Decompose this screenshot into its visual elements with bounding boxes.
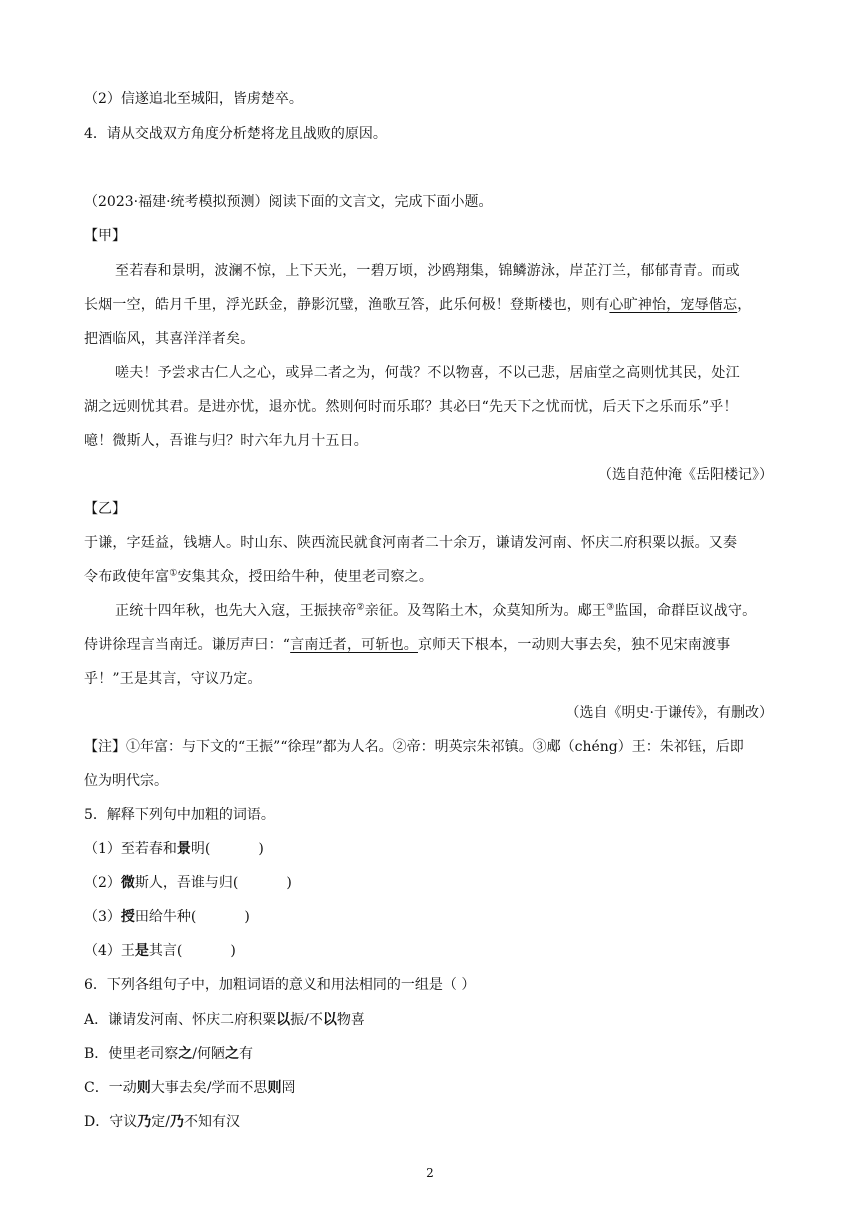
footnote-marker: ③: [606, 602, 615, 613]
footnote-marker: ①: [169, 568, 178, 579]
option-b[interactable]: [84, 1044, 253, 1064]
text-span: 物喜: [336, 1012, 365, 1028]
text-span: 其言(: [148, 943, 183, 959]
subquestion-2: （2）信遂追北至城阳，皆虏楚卒。: [84, 91, 303, 107]
source-citation: （选自范仲淹《岳阳楼记》）: [598, 467, 773, 483]
text-span: 斯人，吾谁与归(: [134, 875, 239, 891]
bold-word: 以: [322, 1012, 337, 1028]
text-span: 大事去矣/学而不思: [150, 1080, 268, 1096]
question-4: 4．请从交战双方角度分析楚将龙且战败的原因。: [84, 126, 387, 142]
section-yi-label: 【乙】: [84, 501, 126, 517]
option-c[interactable]: [84, 1078, 295, 1098]
passage-jia-line: [84, 295, 751, 315]
question-5: 5．解释下列句中加粗的词语。: [84, 807, 275, 823]
footnotes-cont: 位为明代宗。: [84, 773, 168, 789]
passage-yi-line: 乎！”王是其言，守议乃定。: [84, 671, 262, 687]
text-span: 监国，命群臣议战守。: [614, 603, 757, 619]
text-span: 有: [239, 1046, 254, 1062]
text-span: 侍讲徐珵言当南迁。谦厉声曰：“: [84, 637, 291, 653]
text-span: （4）王: [84, 943, 135, 959]
bold-word: 之: [225, 1046, 240, 1062]
passage-jia-line: 把酒临风，其喜洋洋者矣。: [84, 331, 255, 347]
bold-word: 微: [120, 875, 135, 891]
text-span: 安集其众，授田给牛种，使里老司察之。: [177, 569, 434, 585]
bold-word: 乃: [137, 1114, 152, 1130]
text-span: 明(: [190, 841, 211, 857]
text-span: （1）至若春和: [84, 841, 177, 857]
text-span: D．守议: [84, 1114, 138, 1130]
passage-yi-line: [84, 567, 433, 587]
question-5-item-1: [84, 839, 264, 859]
bold-word: 以: [276, 1012, 291, 1028]
passage-yi-line: [115, 601, 756, 621]
text-span: ): [258, 841, 264, 857]
section-jia-label: 【甲】: [84, 228, 126, 244]
bold-word: 乃: [169, 1114, 184, 1130]
text-span: 京师天下根本，一动则大事去矣，独不见宋南渡事: [417, 637, 731, 653]
text-span: 田给牛种(: [134, 909, 197, 925]
bold-word: 则: [267, 1080, 282, 1096]
text-span: （3）: [84, 909, 121, 925]
question-5-item-4: [84, 941, 236, 961]
text-span: 振/不: [290, 1012, 323, 1028]
text-span: 长烟一空，皓月千里，浮光跃金，静影沉璧，渔歌互答，此乐何极！登斯楼也，则有: [84, 297, 610, 313]
text-span: 不知有汉: [183, 1114, 240, 1130]
bold-word: 之: [178, 1046, 193, 1062]
bold-word: 则: [136, 1080, 151, 1096]
text-span: ，: [737, 297, 752, 313]
text-span: ): [286, 875, 292, 891]
text-span: ): [244, 909, 250, 925]
text-span: 亲征。及驾陷土木，众莫知所为。郕王: [364, 603, 607, 619]
option-d[interactable]: [84, 1112, 240, 1132]
passage-jia-line: 噫！微斯人，吾谁与归？时六年九月十五日。: [84, 433, 368, 449]
option-a[interactable]: [84, 1010, 365, 1030]
footnote-marker: ②: [356, 602, 365, 613]
text-span: /何陋: [192, 1046, 226, 1062]
passage-intro: （2023·福建·统考模拟预测）阅读下面的文言文，完成下面小题。: [84, 194, 493, 210]
underlined-phrase: 心旷神怡，宠辱偕忘: [609, 297, 738, 313]
text-span: B．使里老司察: [84, 1046, 179, 1062]
text-span: C．一动: [84, 1080, 137, 1096]
text-span: 罔: [281, 1080, 296, 1096]
text-span: 令布政使年富: [84, 569, 170, 585]
passage-jia-line: 嗟夫！予尝求古仁人之心，或异二者之为，何哉？不以物喜，不以己悲，居庙堂之高则忧其民，处江: [115, 365, 740, 381]
passage-yi-line: [84, 635, 730, 655]
bold-word: 景: [176, 841, 191, 857]
page-number: 2: [426, 1166, 434, 1180]
footnotes: 【注】①年富：与下文的“王振”“徐珵”都为人名。②帝：明英宗朱祁镇。③郕（chéng）王：朱祁钰，后即: [84, 739, 744, 755]
question-6: 6．下列各组句子中，加粗词语的意义和用法相同的一组是（ ）: [84, 977, 476, 993]
source-citation: （选自《明史·于谦传》，有删改）: [565, 705, 773, 721]
text-span: 定/: [151, 1114, 170, 1130]
question-5-item-2: [84, 873, 292, 893]
text-span: 正统十四年秋，也先大入寇，王振挟帝: [115, 603, 357, 619]
text-span: ): [230, 943, 236, 959]
question-5-item-3: [84, 907, 250, 927]
bold-word: 授: [120, 909, 135, 925]
bold-word: 是: [134, 943, 149, 959]
passage-yi-line: 于谦，字廷益，钱塘人。时山东、陕西流民就食河南者二十余万，谦请发河南、怀庆二府积粟以振。又奏: [84, 535, 738, 551]
passage-jia-line: 湖之远则忧其君。是进亦忧，退亦忧。然则何时而乐耶？其必曰“先天下之忧而忧，后天下之乐而乐”乎！: [84, 399, 738, 415]
underlined-phrase: 言南迁者，可斩也。: [290, 637, 418, 653]
text-span: （2）: [84, 875, 121, 891]
passage-jia-line: 至若春和景明，波澜不惊，上下天光，一碧万顷，沙鸥翔集，锦鳞游泳，岸芷汀兰，郁郁青青。而或: [115, 263, 740, 279]
text-span: A．谦请发河南、怀庆二府积粟: [84, 1012, 277, 1028]
